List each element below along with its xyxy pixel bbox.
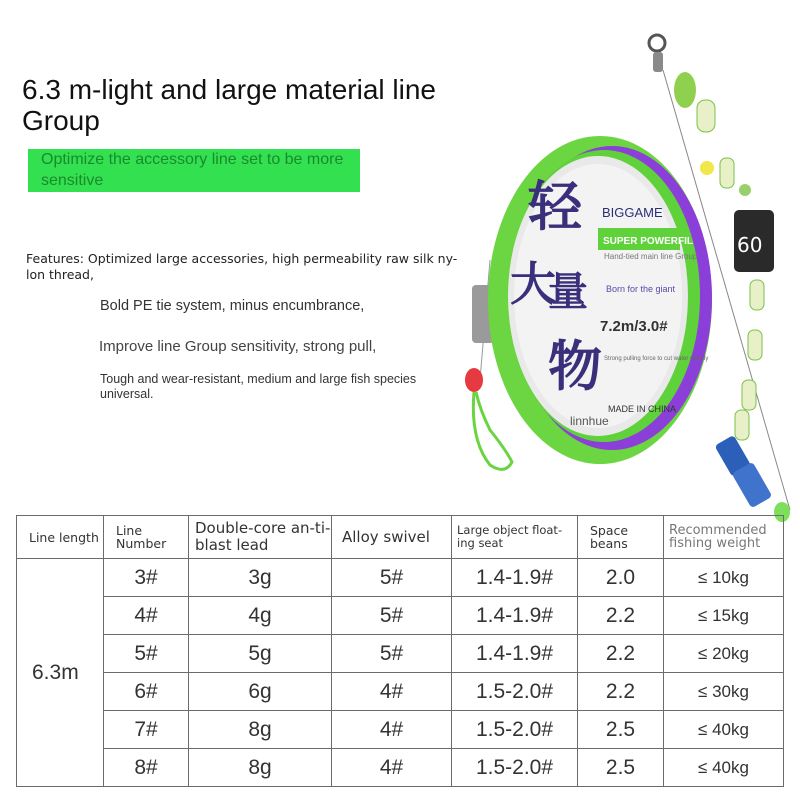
swivel-cell: 5#: [332, 597, 452, 635]
number-cell: 6#: [104, 673, 189, 711]
beans-cell: 2.5: [578, 749, 664, 787]
header-line-number: Line Number: [104, 516, 189, 559]
red-bead-icon: [465, 368, 483, 392]
header-float: Large object float-ing seat: [452, 516, 578, 559]
beans-cell: 2.2: [578, 597, 664, 635]
float-cell: 1.4-1.9#: [452, 635, 578, 673]
made-in-label: MADE IN CHINA: [608, 404, 677, 414]
weight-tag: 60: [737, 233, 763, 257]
float-cell: 1.5-2.0#: [452, 711, 578, 749]
swivel-cell: 5#: [332, 635, 452, 673]
table-row: [17, 673, 784, 711]
spool-spec-label: 7.2m/3.0#: [600, 318, 668, 335]
logo-label: linnhue: [570, 414, 609, 428]
beans-cell: 2.2: [578, 635, 664, 673]
number-cell: 8#: [104, 749, 189, 787]
lead-cell: 3g: [189, 559, 332, 597]
header-line-length: Line length: [17, 516, 104, 559]
number-cell: 3#: [104, 559, 189, 597]
spec-table: [16, 515, 784, 787]
header-swivel: Alloy swivel: [332, 516, 452, 559]
weight-cell: ≤ 20kg: [664, 635, 784, 673]
swivel-cell: 4#: [332, 749, 452, 787]
header-lead: Double-core an-ti-blast lead: [189, 516, 332, 559]
highlight-banner: Optimize the accessory line set to be more sensitive: [28, 149, 360, 192]
beans-cell: 2.5: [578, 711, 664, 749]
line-length-cell: 6.3m: [17, 559, 104, 787]
strong-label: Strong pulling force to cut water quickly: [604, 356, 709, 362]
weight-cell: ≤ 40kg: [664, 749, 784, 787]
weight-cell: ≤ 15kg: [664, 597, 784, 635]
feature-line-2: Bold PE tie system, minus encumbrance,: [100, 298, 365, 314]
product-spool-image: [430, 25, 800, 530]
header-beans: Space beans: [578, 516, 664, 559]
cjk-char-2: 大: [510, 257, 556, 311]
feature-line-4: Tough and wear-resistant, medium and large fish species universal.: [100, 372, 417, 401]
feature-line-1: Features: Optimized large accessories, high permeability raw silk ny-lon thread,: [26, 251, 458, 282]
table-row: [17, 635, 784, 673]
lead-cell: 8g: [189, 711, 332, 749]
number-cell: 5#: [104, 635, 189, 673]
weight-cell: ≤ 30kg: [664, 673, 784, 711]
table-row: [17, 749, 784, 787]
weight-cell: ≤ 10kg: [664, 559, 784, 597]
number-cell: 7#: [104, 711, 189, 749]
page-title: 6.3 m-light and large material line Group: [22, 74, 436, 136]
table-row: [17, 597, 784, 635]
swivel-cell: 5#: [332, 559, 452, 597]
cjk-char-4: 物: [548, 335, 602, 398]
badge-label: SUPER POWERFIL: [603, 236, 694, 247]
table-row: [17, 559, 784, 597]
lead-cell: 8g: [189, 749, 332, 787]
table-row: [17, 711, 784, 749]
swivel-icon: [649, 35, 696, 108]
float-cell: 1.4-1.9#: [452, 559, 578, 597]
cjk-char-3: 量: [548, 269, 588, 315]
weight-cell: ≤ 40kg: [664, 711, 784, 749]
header-weight: Recommended fishing weight: [664, 516, 784, 559]
feature-line-3: Improve line Group sensitivity, strong pull,: [99, 338, 377, 355]
swivel-cell: 4#: [332, 711, 452, 749]
lead-cell: 6g: [189, 673, 332, 711]
blue-tube-icon: [714, 435, 790, 522]
cjk-char-1: 轻: [528, 175, 582, 238]
hand-tied-label: Hand-tied main line Group: [604, 252, 698, 261]
swivel-cell: 4#: [332, 673, 452, 711]
lead-cell: 5g: [189, 635, 332, 673]
number-cell: 4#: [104, 597, 189, 635]
born-label: Born for the giant: [606, 284, 676, 294]
beans-cell: 2.0: [578, 559, 664, 597]
lead-cell: 4g: [189, 597, 332, 635]
beans-cell: 2.2: [578, 673, 664, 711]
float-seat-icon: [734, 210, 774, 272]
float-cell: 1.4-1.9#: [452, 597, 578, 635]
table-header-row: [17, 516, 784, 559]
brand-label: BIGGAME: [602, 205, 663, 220]
float-cell: 1.5-2.0#: [452, 749, 578, 787]
float-cell: 1.5-2.0#: [452, 673, 578, 711]
